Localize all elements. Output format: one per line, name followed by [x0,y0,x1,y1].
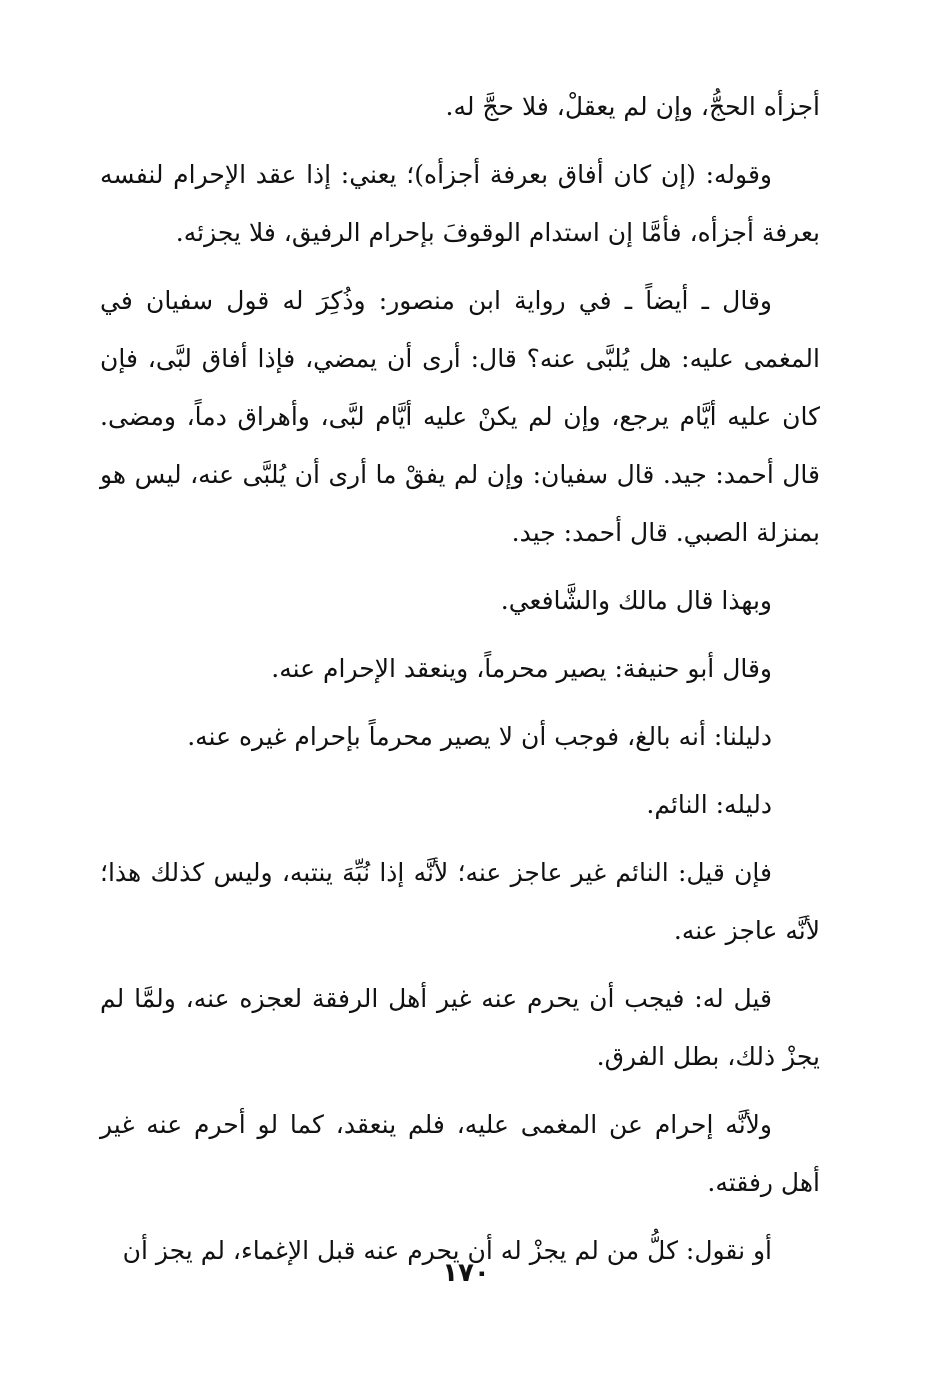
paragraph: وقال ـ أيضاً ـ في رواية ابن منصور: وذُكِرَ له قول سفيان في المغمى عليه: هل يُلبَّى عنه؟ قال: أرى أن يمضي، فإذا أفاق لبَّى، فإن كان عليه أيَّام يرجع، وإن لم يكنْ عليه أيَّام لبَّى، وأهراق دماً، ومضى. قال أحمد: جيد. قال سفيان: وإن لم يفقْ ما أرى أن يُلبَّى عنه، ليس هو بمنزلة الصبي. قال أحمد: جيد. [100,286,820,547]
paragraph: ولأنَّه إحرام عن المغمى عليه، فلم ينعقد، كما لو أحرم عنه غير أهل رفقته. [100,1110,820,1197]
paragraph: وقال أبو حنيفة: يصير محرماً، وينعقد الإحرام عنه. [271,654,772,683]
paragraph: دليلنا: أنه بالغ، فوجب أن لا يصير محرماً بإحرام غيره عنه. [187,722,772,751]
page-body-text [100,78,820,1290]
paragraph: فإن قيل: النائم غير عاجز عنه؛ لأنَّه إذا نُبِّهَ ينتبه، وليس كذلك هذا؛ لأنَّه عاجز عنه. [100,858,820,945]
paragraph: قيل له: فيجب أن يحرم عنه غير أهل الرفقة لعجزه عنه، ولمَّا لم يجزْ ذلك، بطل الفرق. [100,984,820,1071]
paragraph: أو نقول: كلُّ من لم يجزْ له أن يحرم عنه قبل الإغماء، لم يجز أن [122,1236,772,1265]
paragraph: أجزأه الحجُّ، وإن لم يعقلْ، فلا حجَّ له. [445,92,820,121]
paragraph: وقوله: (إن كان أفاق بعرفة أجزأه)؛ يعني: إذا عقد الإحرام لنفسه بعرفة أجزأه، فأمَّا إن استدام الوقوفَ بإحرام الرفيق، فلا يجزئه. [100,160,820,247]
page-number: ١٧٠ [442,1258,490,1288]
paragraph: دليله: النائم. [646,790,772,819]
paragraph: وبهذا قال مالك والشَّافعي. [500,586,772,615]
